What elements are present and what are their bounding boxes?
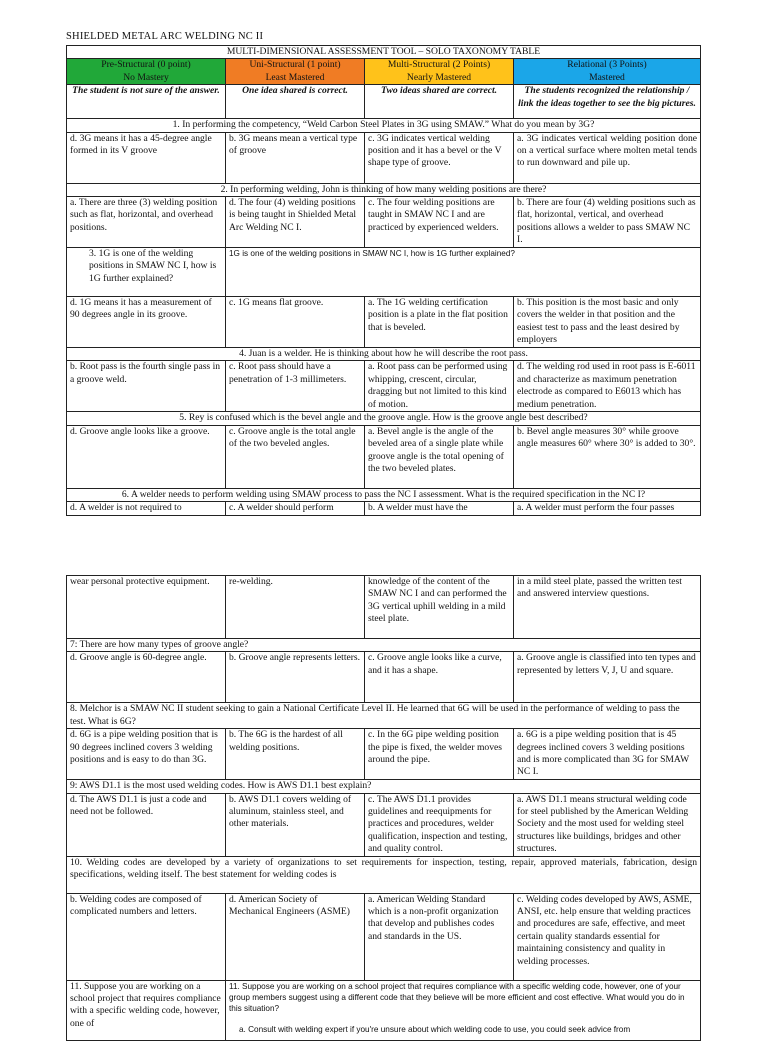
answer-cell: a. Bevel angle is the angle of the beveled area of a single plate while groove angle is the total opening of the two beveled plates. [365,425,514,488]
answer-cell: d. 1G means it has a measurement of 90 degrees angle in its groove. [67,297,226,348]
level-desc-0: The student is not sure of the answer. [67,85,226,119]
answer-cell: d. 6G is a pipe welding position that is 90 degrees inclined covers 3 welding positions and is easy to do than 3G. [67,729,226,780]
answer-cell: a. Root pass can be performed using whipping, crescent, circular, dragging but not limited to this kind of motion. [365,361,514,412]
answer-cell: b. A welder must have the [365,502,514,515]
question-9: 9: AWS D1.1 is the most used welding codes. How is AWS D1.1 best explain? [67,780,701,793]
answer-cell: b. Groove angle represents letters. [226,652,365,703]
answer-cell: c. Welding codes developed by AWS, ASME, ANSI, etc. help ensure that welding practices and procedures are safe, effective, and meet certain quality standards essential for maintaining consistency and quality in welding processes. [514,893,701,980]
answer-cell: c. Groove angle looks like a curve, and it has a shape. [365,652,514,703]
answer-cell: c. Root pass should have a penetration of 1-3 millimeters. [226,361,365,412]
solo-taxonomy-table-page-1 [66,45,701,516]
question-5: 5. Rey is confused which is the bevel angle and the groove angle. How is the groove angle best described? [67,412,701,425]
question-10: 10. Welding codes are developed by a variety of organizations to set requirements for inspection, testing, repair, approved materials, fabrication, design specifications, welding itself. The best statement for welding codes is [67,856,701,893]
answer-cell: c. 1G means flat groove. [226,297,365,348]
answer-cell: in a mild steel plate, passed the written test and answered interview questions. [514,576,701,639]
answer-cell: a. 3G indicates vertical welding position done on a vertical surface where molten metal tends to run downward and pile up. [514,132,701,183]
answer-cell: b. Bevel angle measures 30° while groove angle measures 60° where 30° is added to 30°. [514,425,701,488]
answer-cell: d. A welder is not required to [67,502,226,515]
question-11-repeat: 11. Suppose you are working on a school project that requires compliance with a specific welding code, however, one of your group members suggest using a different code that they believe will be more efficient and cost effective. What would you do in this situation? a. Consult with welding expert if you're unsure about which welding code to use, you could seek advice from [226,980,701,1040]
question-7: 7: There are how many types of groove angle? [67,639,701,652]
answer-cell: b. This position is the most basic and only covers the welder in that position and the easiest test to pass and the least desired by employers [514,297,701,348]
answer-cell: a. AWS D1.1 means structural welding code for steel published by the American Welding Society and the most used for welding steel structures like buildings, bridges and other structures. [514,793,701,856]
answer-cell: a. A welder must perform the four passes [514,502,701,515]
level-relational: Relational (3 Points) Mastered [514,59,701,85]
solo-taxonomy-table-page-2 [66,575,701,1041]
answer-cell: c. A welder should perform [226,502,365,515]
answer-cell: a. There are three (3) welding position such as flat, horizontal, and overhead positions. [67,197,226,248]
answer-cell: c. In the 6G pipe welding position the pipe is fixed, the welder moves around the pipe. [365,729,514,780]
answer-cell: d. Groove angle is 60-degree angle. [67,652,226,703]
answer-cell: d. 3G means it has a 45-degree angle formed in its V groove [67,132,226,183]
answer-cell: b. Root pass is the fourth single pass in a groove weld. [67,361,226,412]
answer-cell: c. 3G indicates vertical welding position and it has a bevel or the V shape type of groove. [365,132,514,183]
answer-cell: a. Groove angle is classified into ten types and represented by letters V, J, U and square. [514,652,701,703]
answer-cell: d. American Society of Mechanical Engineers (ASME) [226,893,365,980]
answer-cell: a. 6G is a pipe welding position that is 45 degrees inclined covers 3 welding positions and is more complicated than 3G for SMAW NC I. [514,729,701,780]
level-uni-structural: Uni-Structural (1 point) Least Mastered [226,59,365,85]
answer-cell: c. The AWS D1.1 provides guidelines and reequipments for practices and procedures, welder qualification, inspection and testing, and quality control. [365,793,514,856]
answer-cell: b. Welding codes are composed of complicated numbers and letters. [67,893,226,980]
level-pre-structural: Pre-Structural (0 point) No Mastery [67,59,226,85]
question-6: 6. A welder needs to perform welding using SMAW process to pass the NC I assessment. What is the required specification in the NC I? [67,488,701,501]
answer-cell: wear personal protective equipment. [67,576,226,639]
level-desc-1: One idea shared is correct. [226,85,365,119]
table-title: MULTI-DIMENSIONAL ASSESSMENT TOOL – SOLO TAXONOMY TABLE [67,46,701,59]
question-11-option-a: a. Consult with welding expert if you're unsure about which welding code to use, you could seek advice from [239,1024,631,1034]
answer-cell: c. Groove angle is the total angle of the two beveled angles. [226,425,365,488]
document-title: SHIELDED METAL ARC WELDING NC II [66,31,264,42]
answer-cell: d. Groove angle looks like a groove. [67,425,226,488]
answer-cell: re-welding. [226,576,365,639]
answer-cell: b. There are four (4) welding positions such as flat, horizontal, vertical, and overhead positions allows a welder to pass SMAW NC I. [514,197,701,248]
question-3: 3. 1G is one of the welding positions in SMAW NC I, how is 1G further explained? [67,248,226,297]
answer-cell: b. 3G means mean a vertical type of groove [226,132,365,183]
answer-cell: b. AWS D1.1 covers welding of aluminum, stainless steel, and other materials. [226,793,365,856]
question-1: 1. In performing the competency, “Weld Carbon Steel Plates in 3G using SMAW.” What do you mean by 3G? [67,119,701,132]
answer-cell: b. The 6G is the hardest of all welding positions. [226,729,365,780]
level-multi-structural: Multi-Structural (2 Points) Nearly Mastered [365,59,514,85]
level-desc-3: The students recognized the relationship / link the ideas together to see the big pictures. [514,85,701,119]
answer-cell: a. The 1G welding certification position is a plate in the flat position that is beveled. [365,297,514,348]
question-8: 8. Melchor is a SMAW NC II student seeking to gain a National Certificate Level II. He learned that 6G will be used in the performance of welding to pass the test. What is 6G? [67,703,701,729]
question-4: 4. Juan is a welder. He is thinking about how he will describe the root pass. [67,348,701,361]
question-2: 2. In performing welding, John is thinking of how many welding positions are there? [67,183,701,196]
answer-cell: d. The four (4) welding positions is being taught in Shielded Metal Arc Welding NC I. [226,197,365,248]
answer-cell: knowledge of the content of the SMAW NC I and can performed the 3G vertical uphill welding in a mild steel plate. [365,576,514,639]
question-11: 11. Suppose you are working on a school project that requires compliance with a specific welding code, however, one of [67,980,226,1040]
answer-cell: d. The welding rod used in root pass is E-6011 and characterize as maximum penetration electrode as compared to E6013 which has medium penetration. [514,361,701,412]
question-3-repeat: 1G is one of the welding positions in SMAW NC I, how is 1G further explained? [226,248,701,297]
answer-cell: a. American Welding Standard which is a non-profit organization that develop and publishes codes and standards in the US. [365,893,514,980]
answer-cell: d. The AWS D1.1 is just a code and need not be followed. [67,793,226,856]
level-desc-2: Two ideas shared are correct. [365,85,514,119]
answer-cell: c. The four welding positions are taught in SMAW NC I and are practiced by experienced welders. [365,197,514,248]
